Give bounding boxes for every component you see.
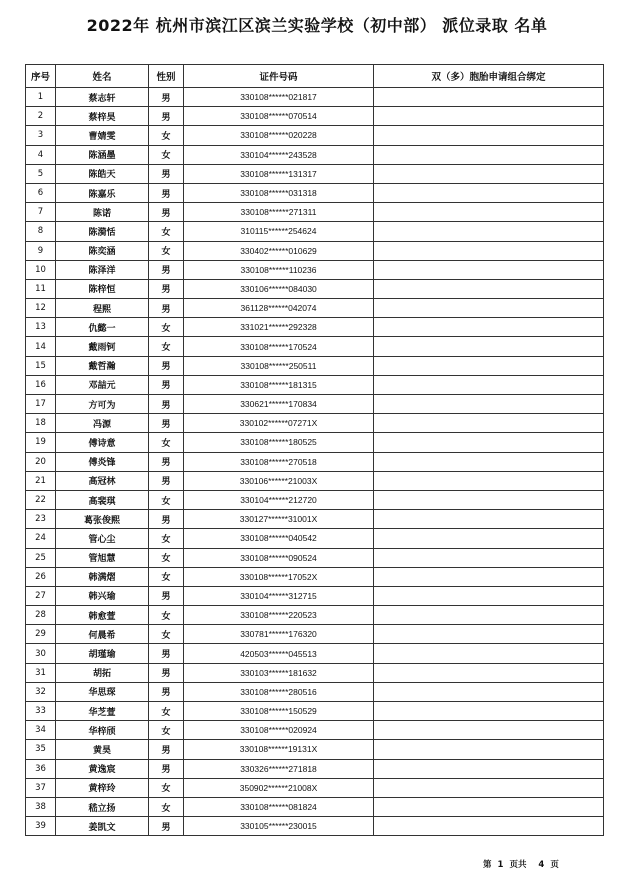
cell-id: 330108******070514 — [184, 107, 374, 126]
cell-seq: 10 — [26, 260, 56, 279]
cell-sex: 男 — [149, 759, 184, 778]
cell-seq: 30 — [26, 644, 56, 663]
cell-sex: 男 — [149, 644, 184, 663]
cell-sex: 女 — [149, 606, 184, 625]
cell-name: 傅炎锋 — [56, 452, 149, 471]
cell-id: 330108******170524 — [184, 337, 374, 356]
table-row — [26, 702, 604, 721]
cell-twin-binding — [374, 682, 604, 701]
cell-seq: 9 — [26, 241, 56, 260]
cell-name: 管旭慧 — [56, 548, 149, 567]
cell-seq: 18 — [26, 414, 56, 433]
table-row — [26, 682, 604, 701]
cell-seq: 1 — [26, 88, 56, 107]
table-row — [26, 586, 604, 605]
cell-name: 胡拓 — [56, 663, 149, 682]
header-twin-binding: 双（多）胞胎申请组合绑定 — [374, 65, 604, 88]
table-row — [26, 759, 604, 778]
cell-sex: 男 — [149, 375, 184, 394]
cell-name: 陈诺 — [56, 203, 149, 222]
cell-sex: 男 — [149, 414, 184, 433]
cell-id: 330108******181315 — [184, 375, 374, 394]
cell-name: 华梓颀 — [56, 721, 149, 740]
table-row — [26, 721, 604, 740]
cell-twin-binding — [374, 164, 604, 183]
cell-id: 330105******230015 — [184, 817, 374, 836]
cell-name: 葛张俊熙 — [56, 510, 149, 529]
cell-sex: 女 — [149, 241, 184, 260]
cell-sex: 男 — [149, 107, 184, 126]
cell-seq: 12 — [26, 299, 56, 318]
table-row — [26, 663, 604, 682]
cell-name: 姜凯文 — [56, 817, 149, 836]
cell-twin-binding — [374, 797, 604, 816]
cell-id: 330108******220523 — [184, 606, 374, 625]
cell-twin-binding — [374, 452, 604, 471]
cell-id: 330106******084030 — [184, 279, 374, 298]
cell-twin-binding — [374, 183, 604, 202]
cell-name: 高裴琪 — [56, 490, 149, 509]
cell-id: 330108******17052X — [184, 567, 374, 586]
cell-sex: 男 — [149, 817, 184, 836]
cell-name: 陈梓恒 — [56, 279, 149, 298]
cell-twin-binding — [374, 241, 604, 260]
cell-twin-binding — [374, 203, 604, 222]
cell-twin-binding — [374, 644, 604, 663]
page-indicator — [483, 858, 565, 870]
cell-name: 华芝萱 — [56, 702, 149, 721]
cell-id: 330108******280516 — [184, 682, 374, 701]
cell-sex: 男 — [149, 88, 184, 107]
cell-sex: 女 — [149, 625, 184, 644]
cell-twin-binding — [374, 740, 604, 759]
cell-twin-binding — [374, 817, 604, 836]
cell-id: 330108******150529 — [184, 702, 374, 721]
table-row — [26, 817, 604, 836]
header-id: 证件号码 — [184, 65, 374, 88]
cell-seq: 16 — [26, 375, 56, 394]
table-row — [26, 471, 604, 490]
cell-id: 331021******292328 — [184, 318, 374, 337]
cell-id: 330108******031318 — [184, 183, 374, 202]
cell-sex: 女 — [149, 318, 184, 337]
header-name: 姓名 — [56, 65, 149, 88]
table-row — [26, 164, 604, 183]
cell-twin-binding — [374, 414, 604, 433]
cell-name: 胡瑾瑜 — [56, 644, 149, 663]
cell-name: 曹婧雯 — [56, 126, 149, 145]
cell-twin-binding — [374, 567, 604, 586]
admission-table — [25, 64, 604, 836]
footer-mid: 页共 — [509, 860, 527, 870]
cell-twin-binding — [374, 145, 604, 164]
cell-sex: 男 — [149, 279, 184, 298]
cell-id: 420503******045513 — [184, 644, 374, 663]
cell-twin-binding — [374, 510, 604, 529]
cell-twin-binding — [374, 471, 604, 490]
cell-id: 330108******081824 — [184, 797, 374, 816]
cell-name: 韩愈萱 — [56, 606, 149, 625]
cell-name: 何晨希 — [56, 625, 149, 644]
table-row — [26, 145, 604, 164]
cell-seq: 15 — [26, 356, 56, 375]
cell-twin-binding — [374, 663, 604, 682]
cell-sex: 男 — [149, 395, 184, 414]
table-row — [26, 490, 604, 509]
cell-id: 330326******271818 — [184, 759, 374, 778]
cell-seq: 33 — [26, 702, 56, 721]
cell-name: 方可为 — [56, 395, 149, 414]
footer-total-pages: 4 — [538, 860, 545, 870]
cell-seq: 31 — [26, 663, 56, 682]
cell-twin-binding — [374, 260, 604, 279]
cell-seq: 25 — [26, 548, 56, 567]
header-seq: 序号 — [26, 65, 56, 88]
cell-twin-binding — [374, 586, 604, 605]
cell-name: 陈嘉乐 — [56, 183, 149, 202]
cell-twin-binding — [374, 778, 604, 797]
cell-sex: 女 — [149, 490, 184, 509]
table-row — [26, 625, 604, 644]
cell-seq: 2 — [26, 107, 56, 126]
cell-twin-binding — [374, 318, 604, 337]
cell-seq: 24 — [26, 529, 56, 548]
table-row — [26, 299, 604, 318]
table-row — [26, 241, 604, 260]
cell-seq: 23 — [26, 510, 56, 529]
document-title: 2022年 杭州市滨江区滨兰实验学校（初中部） 派位录取 名单 — [86, 16, 548, 35]
cell-seq: 29 — [26, 625, 56, 644]
table-row — [26, 126, 604, 145]
cell-sex: 女 — [149, 529, 184, 548]
table-row — [26, 797, 604, 816]
cell-id: 330108******020924 — [184, 721, 374, 740]
table-row — [26, 778, 604, 797]
cell-id: 350902******21008X — [184, 778, 374, 797]
cell-name: 高冠林 — [56, 471, 149, 490]
table-row — [26, 183, 604, 202]
cell-seq: 3 — [26, 126, 56, 145]
header-sex: 性别 — [149, 65, 184, 88]
cell-seq: 7 — [26, 203, 56, 222]
cell-seq: 36 — [26, 759, 56, 778]
table-row — [26, 606, 604, 625]
table-row — [26, 279, 604, 298]
cell-id: 330102******07271X — [184, 414, 374, 433]
cell-sex: 男 — [149, 586, 184, 605]
table-row — [26, 222, 604, 241]
cell-name: 韩满熠 — [56, 567, 149, 586]
cell-seq: 5 — [26, 164, 56, 183]
cell-twin-binding — [374, 702, 604, 721]
cell-id: 330108******250511 — [184, 356, 374, 375]
table-row — [26, 88, 604, 107]
cell-id: 330108******020228 — [184, 126, 374, 145]
cell-name: 陈涵墨 — [56, 145, 149, 164]
cell-name: 黄昊 — [56, 740, 149, 759]
cell-seq: 34 — [26, 721, 56, 740]
cell-id: 330108******19131X — [184, 740, 374, 759]
cell-seq: 32 — [26, 682, 56, 701]
cell-id: 361128******042074 — [184, 299, 374, 318]
cell-id: 330108******270518 — [184, 452, 374, 471]
table-row — [26, 510, 604, 529]
cell-name: 陈皓天 — [56, 164, 149, 183]
cell-seq: 27 — [26, 586, 56, 605]
cell-id: 330108******271311 — [184, 203, 374, 222]
footer-prefix: 第 — [483, 860, 492, 870]
cell-twin-binding — [374, 126, 604, 145]
cell-name: 陈泽洋 — [56, 260, 149, 279]
cell-twin-binding — [374, 759, 604, 778]
cell-name: 管心尘 — [56, 529, 149, 548]
cell-seq: 6 — [26, 183, 56, 202]
table-row — [26, 548, 604, 567]
cell-twin-binding — [374, 222, 604, 241]
table-row — [26, 740, 604, 759]
cell-name: 邓喆元 — [56, 375, 149, 394]
cell-name: 仇懿一 — [56, 318, 149, 337]
cell-seq: 14 — [26, 337, 56, 356]
cell-sex: 男 — [149, 260, 184, 279]
cell-seq: 21 — [26, 471, 56, 490]
cell-seq: 39 — [26, 817, 56, 836]
cell-id: 330402******010629 — [184, 241, 374, 260]
cell-sex: 男 — [149, 183, 184, 202]
cell-sex: 女 — [149, 337, 184, 356]
cell-twin-binding — [374, 88, 604, 107]
cell-twin-binding — [374, 356, 604, 375]
cell-id: 330621******170834 — [184, 395, 374, 414]
cell-sex: 男 — [149, 452, 184, 471]
cell-sex: 女 — [149, 145, 184, 164]
cell-id: 330108******110236 — [184, 260, 374, 279]
cell-twin-binding — [374, 279, 604, 298]
cell-name: 韩兴瑜 — [56, 586, 149, 605]
cell-twin-binding — [374, 721, 604, 740]
table-row — [26, 107, 604, 126]
table-row — [26, 529, 604, 548]
cell-twin-binding — [374, 548, 604, 567]
table-row — [26, 395, 604, 414]
cell-id: 330108******090524 — [184, 548, 374, 567]
cell-sex: 女 — [149, 778, 184, 797]
table-row — [26, 433, 604, 452]
cell-twin-binding — [374, 490, 604, 509]
cell-seq: 4 — [26, 145, 56, 164]
cell-seq: 20 — [26, 452, 56, 471]
cell-sex: 男 — [149, 164, 184, 183]
cell-seq: 17 — [26, 395, 56, 414]
cell-id: 330108******180525 — [184, 433, 374, 452]
cell-name: 戴哲瀚 — [56, 356, 149, 375]
cell-name: 黄梓玲 — [56, 778, 149, 797]
cell-sex: 男 — [149, 663, 184, 682]
cell-seq: 19 — [26, 433, 56, 452]
cell-sex: 女 — [149, 567, 184, 586]
cell-id: 330104******312715 — [184, 586, 374, 605]
cell-seq: 8 — [26, 222, 56, 241]
cell-sex: 女 — [149, 433, 184, 452]
table-row — [26, 337, 604, 356]
cell-sex: 女 — [149, 797, 184, 816]
cell-id: 330108******040542 — [184, 529, 374, 548]
cell-name: 蔡梓昊 — [56, 107, 149, 126]
cell-sex: 男 — [149, 299, 184, 318]
cell-name: 戴雨钶 — [56, 337, 149, 356]
cell-name: 陈奕涵 — [56, 241, 149, 260]
cell-name: 嵇立扬 — [56, 797, 149, 816]
table-row — [26, 567, 604, 586]
cell-id: 330108******131317 — [184, 164, 374, 183]
cell-twin-binding — [374, 433, 604, 452]
cell-name: 陈漪恬 — [56, 222, 149, 241]
cell-seq: 13 — [26, 318, 56, 337]
cell-sex: 女 — [149, 222, 184, 241]
cell-sex: 男 — [149, 682, 184, 701]
cell-id: 330104******212720 — [184, 490, 374, 509]
cell-id: 330781******176320 — [184, 625, 374, 644]
cell-seq: 28 — [26, 606, 56, 625]
cell-twin-binding — [374, 107, 604, 126]
table-row — [26, 260, 604, 279]
cell-twin-binding — [374, 606, 604, 625]
cell-name: 傅诗意 — [56, 433, 149, 452]
cell-id: 330106******21003X — [184, 471, 374, 490]
cell-id: 330127******31001X — [184, 510, 374, 529]
cell-name: 冯源 — [56, 414, 149, 433]
footer-suffix: 页 — [550, 860, 559, 870]
cell-sex: 男 — [149, 203, 184, 222]
cell-sex: 女 — [149, 548, 184, 567]
cell-name: 蔡志轩 — [56, 88, 149, 107]
cell-twin-binding — [374, 625, 604, 644]
table-header-row — [26, 65, 604, 88]
table-row — [26, 356, 604, 375]
cell-name: 黄逸宸 — [56, 759, 149, 778]
cell-id: 310115******254624 — [184, 222, 374, 241]
cell-twin-binding — [374, 337, 604, 356]
table-row — [26, 318, 604, 337]
cell-sex: 女 — [149, 721, 184, 740]
cell-twin-binding — [374, 529, 604, 548]
table-row — [26, 375, 604, 394]
table-row — [26, 644, 604, 663]
cell-twin-binding — [374, 395, 604, 414]
cell-id: 330108******021817 — [184, 88, 374, 107]
table-row — [26, 414, 604, 433]
cell-seq: 37 — [26, 778, 56, 797]
cell-seq: 11 — [26, 279, 56, 298]
cell-seq: 26 — [26, 567, 56, 586]
cell-id: 330103******181632 — [184, 663, 374, 682]
cell-sex: 男 — [149, 471, 184, 490]
cell-name: 程熙 — [56, 299, 149, 318]
cell-twin-binding — [374, 299, 604, 318]
cell-seq: 22 — [26, 490, 56, 509]
table-row — [26, 452, 604, 471]
cell-twin-binding — [374, 375, 604, 394]
cell-seq: 35 — [26, 740, 56, 759]
cell-sex: 女 — [149, 702, 184, 721]
cell-name: 华思琛 — [56, 682, 149, 701]
cell-sex: 女 — [149, 126, 184, 145]
footer-page-number: 1 — [497, 860, 504, 870]
cell-sex: 男 — [149, 356, 184, 375]
cell-id: 330104******243528 — [184, 145, 374, 164]
table-row — [26, 203, 604, 222]
cell-sex: 男 — [149, 740, 184, 759]
cell-seq: 38 — [26, 797, 56, 816]
cell-sex: 男 — [149, 510, 184, 529]
